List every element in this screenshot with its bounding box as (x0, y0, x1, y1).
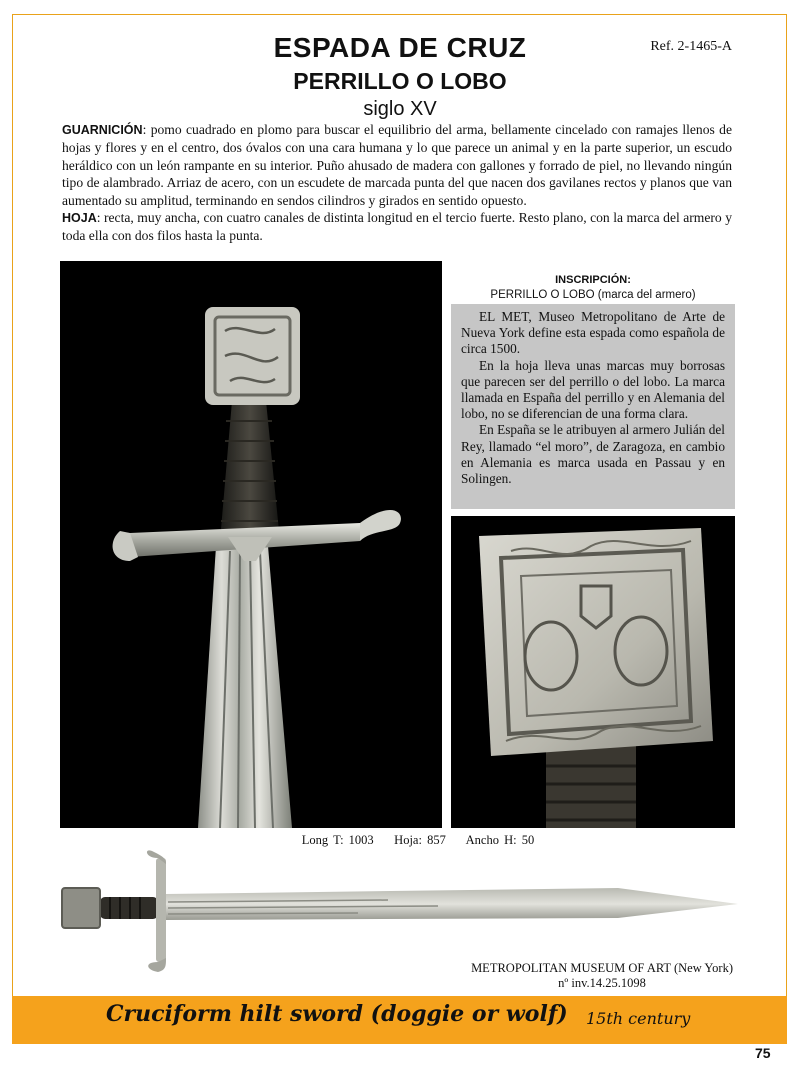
inventory-number: nº inv.14.25.1098 (558, 976, 646, 990)
inscription-title: INSCRIPCIÓN: (555, 274, 631, 286)
full-sword-photo (58, 848, 738, 973)
hoja-text: : recta, muy ancha, con cuatro canales de distinta longitud en el tercio fuerte. Resto plano, con la marca del armero y toda ella con dos filos hasta la punta. (62, 210, 732, 244)
sword-measurements: Long T: 1003 Hoja: 857 Ancho H: 50 (301, 833, 535, 847)
description-text (62, 121, 732, 245)
inscription-text: PERRILLO O LOBO (marca del armero) (490, 289, 696, 301)
note-paragraph: En la hoja lleva unas marcas muy borrosas que parecen ser del perrillo o del lobo. La marca llamada en España del perrillo y en Alemania del lobo, no se diferencian de una forma clara. (461, 357, 725, 422)
guarnicion-text: : pomo cuadrado en plomo para buscar el equilibrio del arma, bellamente cincelado con ramajes llenos de hojas y flores y en el centro, dos óvalos con una cara humana y lo que parece un animal y en la parte superior, un escudo heráldico con un león rampante en su interior. Puño ahusado de madera con gallones y forrado de piel, no llevando ningún tipo de alambrado. Arriaz de acero, con un escudete de marcada punta del que nacen dos gavilanes rectos y planos que van aumentado su amplitud, terminando en sendos cilindros y girados en sentido opuesto. (62, 122, 732, 208)
sword-hilt-photo (60, 261, 442, 828)
guarnicion-label: GUARNICIÓN (62, 123, 143, 137)
page-subtitle: PERRILLO O LOBO (293, 68, 507, 94)
english-century: 15th century (586, 1009, 691, 1028)
note-paragraph: EL MET, Museo Metropolitano de Arte de Nueva York define esta espada como española de circa 1500. (461, 309, 725, 357)
museum-name: METROPOLITAN MUSEUM OF ART (New York) (471, 961, 733, 975)
pommel-closeup-photo (451, 516, 735, 828)
page-title: ESPADA DE CRUZ (273, 32, 527, 63)
note-paragraph: En España se le atribuyen al armero Julián del Rey, llamado “el moro”, de Zaragoza, en cambio en Alemania es marca usada en Passau y en Solingen. (461, 422, 725, 487)
notes-box (451, 304, 735, 509)
museum-credit (471, 961, 733, 991)
page-number: 75 (755, 1045, 771, 1061)
century-label: siglo XV (363, 98, 437, 120)
hoja-label: HOJA (62, 211, 97, 226)
reference-number: Ref. 2-1465-A (650, 39, 732, 54)
english-title: Cruciform hilt sword (doggie or wolf) (106, 1001, 568, 1027)
